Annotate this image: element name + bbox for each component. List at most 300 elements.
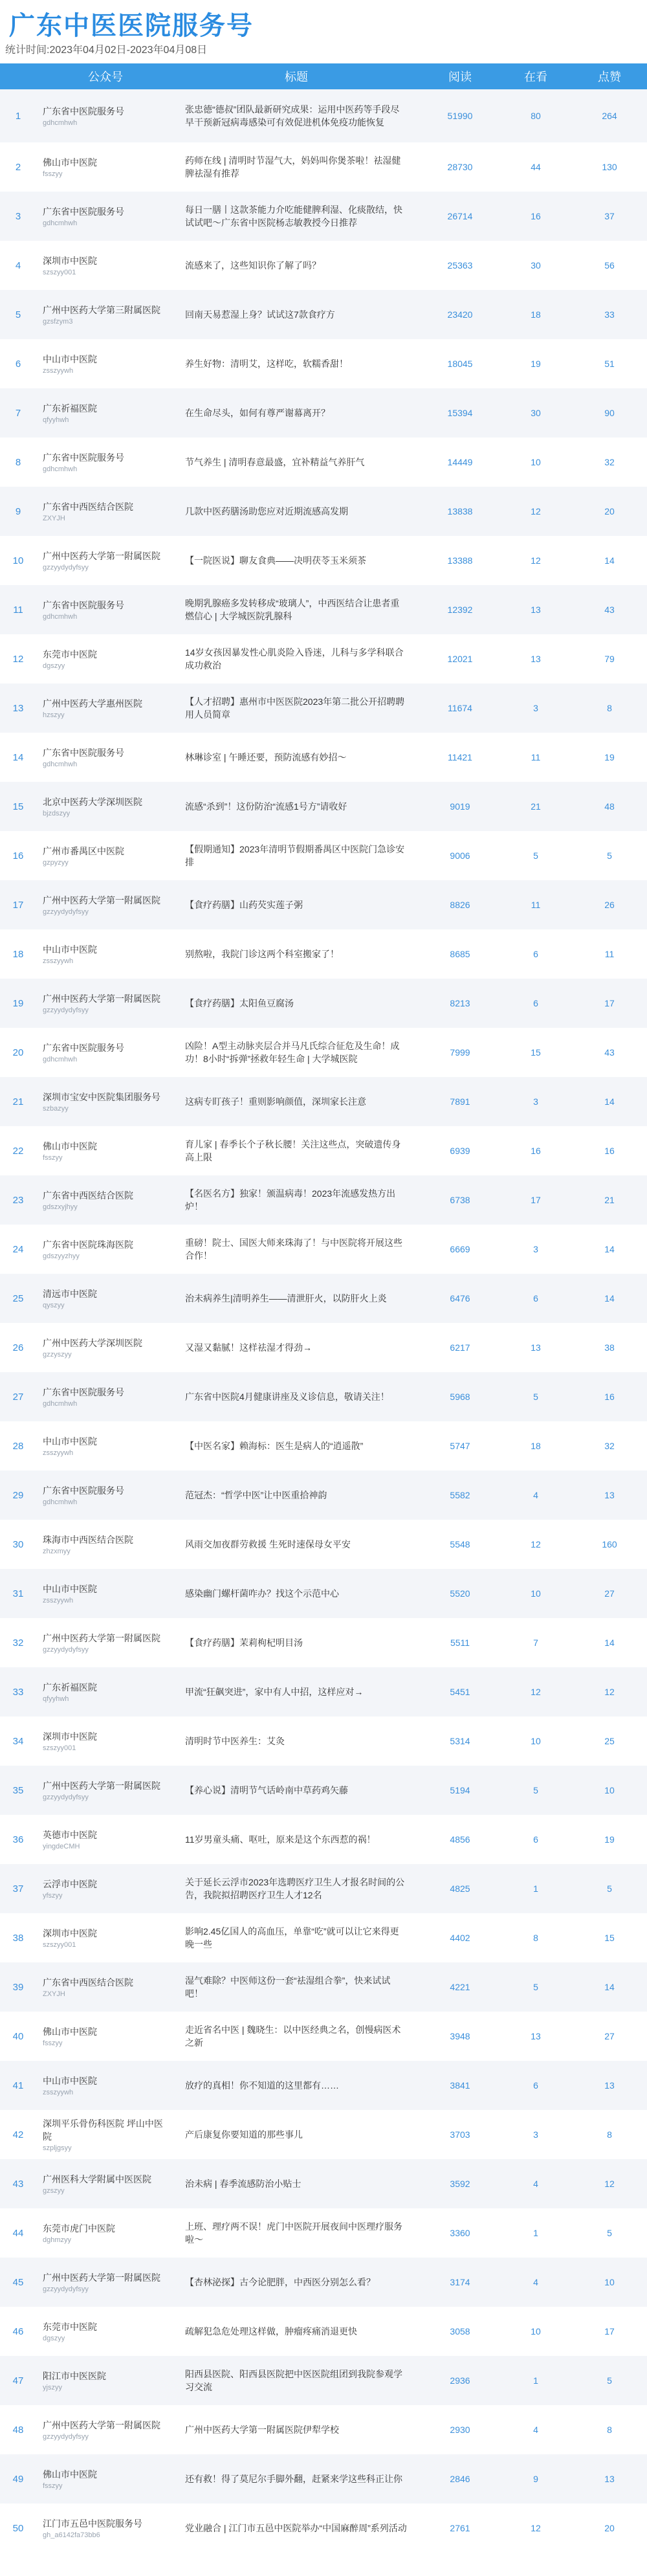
account-id: fsszyy: [43, 1154, 63, 1162]
rank-number: 7: [15, 407, 21, 419]
table-row: [0, 782, 647, 831]
like-count: 27: [604, 2031, 615, 2041]
read-count: 3360: [450, 2228, 470, 2238]
account-name[interactable]: 阳江市中医医院: [43, 2371, 106, 2381]
account-name[interactable]: 广东省中医院服务号: [43, 106, 124, 117]
rank-number: 36: [12, 1834, 24, 1845]
read-count: 11421: [448, 752, 472, 762]
account-name[interactable]: 广州中医药大学第三附属医院: [43, 305, 160, 315]
account-name[interactable]: 广东省中医院服务号: [43, 452, 124, 463]
look-count: 6: [533, 949, 538, 959]
account-name[interactable]: 广州医科大学附属中医医院: [43, 2174, 151, 2184]
account-name[interactable]: 深圳市宝安中医院集团服务号: [43, 1092, 160, 1102]
article-title[interactable]: 在生命尽头，如何有尊严谢幕离开？: [185, 408, 330, 418]
account-name[interactable]: 广州市番禺区中医院: [43, 846, 124, 856]
read-count: 11674: [448, 703, 472, 713]
report-header: [0, 0, 647, 63]
account-cell: [36, 1569, 172, 1618]
account-name[interactable]: 广州中医药大学第一附属医院: [43, 551, 160, 561]
rank-number: 34: [12, 1735, 24, 1747]
account-cell: [36, 1028, 172, 1077]
look-count: 5: [533, 1785, 538, 1795]
account-name[interactable]: 中山市中医院: [43, 1584, 97, 1594]
read-count: 6669: [450, 1244, 470, 1254]
article-title[interactable]: 又湿又黏腻！这样祛湿才得劲→: [185, 1342, 312, 1353]
account-name[interactable]: 云浮市中医院: [43, 1879, 97, 1889]
table-row: [0, 1126, 647, 1175]
rank-number: 27: [12, 1391, 24, 1403]
read-count: 4856: [450, 1834, 470, 1845]
look-count: 17: [531, 1195, 541, 1205]
look-count: 11: [531, 752, 541, 762]
article-title[interactable]: 晚期乳腺癌多发转移成“玻璃人”，中西医结合让患者重燃信心 | 大学城医院乳腺科: [185, 598, 400, 621]
account-name[interactable]: 北京中医药大学深圳医院: [43, 797, 142, 807]
account-name[interactable]: 江门市五邑中医院服务号: [43, 2518, 142, 2529]
like-count: 13: [604, 2474, 615, 2484]
account-id: gzzyydydyfsyy: [43, 1793, 89, 1801]
account-id: dgszyy: [43, 662, 65, 670]
table-row: [0, 1864, 647, 1913]
look-count: 18: [531, 309, 541, 320]
read-count: 5747: [450, 1441, 470, 1451]
account-cell: [36, 241, 172, 290]
account-name[interactable]: 广东省中西医结合医院: [43, 1977, 133, 1988]
like-count: 79: [604, 654, 615, 664]
account-name[interactable]: 广州中医药大学第一附属医院: [43, 2420, 160, 2430]
rank-number: 17: [12, 899, 24, 911]
account-cell: [36, 2159, 172, 2208]
article-title[interactable]: 【一院医说】聊友食典——决明茯苓玉米须茶: [185, 555, 366, 566]
like-count: 5: [607, 1883, 612, 1894]
read-count: 23420: [447, 309, 473, 320]
look-count: 9: [533, 2474, 538, 2484]
rank-number: 42: [12, 2129, 24, 2140]
article-title[interactable]: 节气养生 | 清明春意最盛，宜补精益气养肝气: [185, 457, 365, 467]
table-row: [0, 979, 647, 1028]
account-id: yfszyy: [43, 1892, 63, 1900]
like-count: 130: [602, 162, 617, 172]
account-id: zsszyywh: [43, 957, 74, 965]
table-row: [0, 192, 647, 241]
account-name[interactable]: 广东省中医院服务号: [43, 1043, 124, 1053]
read-count: 9006: [450, 850, 470, 861]
account-name[interactable]: 中山市中医院: [43, 354, 97, 364]
account-name[interactable]: 广州中医药大学第一附属医院: [43, 1633, 160, 1643]
account-cell: [36, 2012, 172, 2061]
look-count: 13: [531, 654, 541, 664]
read-count: 4221: [450, 1982, 470, 1992]
account-name[interactable]: 佛山市中医院: [43, 2026, 97, 2037]
read-count: 3174: [450, 2277, 470, 2287]
read-count: 5511: [450, 1638, 470, 1648]
account-name[interactable]: 广州中医药大学第一附属医院: [43, 1781, 160, 1791]
account-name[interactable]: 广州中医药大学第一附属医院: [43, 994, 160, 1004]
account-name[interactable]: 东莞市中医院: [43, 2322, 97, 2332]
account-id: dgszyy: [43, 2335, 65, 2342]
read-count: 25363: [447, 260, 473, 271]
rank-number: 16: [12, 850, 24, 861]
table-row: [0, 2012, 647, 2061]
rank-number: 35: [12, 1784, 24, 1796]
article-title[interactable]: 养生好物：清明艾，这样吃，软糯香甜！: [185, 359, 348, 369]
account-name[interactable]: 广东省中医院服务号: [43, 600, 124, 610]
look-count: 16: [531, 211, 541, 221]
like-count: 15: [604, 1933, 615, 1943]
account-id: qfyyhwh: [43, 416, 69, 424]
rank-number: 37: [12, 1883, 24, 1894]
account-name[interactable]: 广东省中西医结合医院: [43, 1190, 133, 1201]
account-cell: [36, 438, 172, 487]
account-id: zsszyywh: [43, 2089, 74, 2096]
article-title[interactable]: 这病专盯孩子！重则影响颜值，深圳家长注意: [185, 1096, 366, 1107]
account-name[interactable]: 中山市中医院: [43, 2076, 97, 2086]
rank-number: 39: [12, 1981, 24, 1993]
rank-number: 49: [12, 2473, 24, 2485]
account-id: qfyyhwh: [43, 1695, 69, 1703]
article-title[interactable]: 放疗的真相！你不知道的这里都有……: [185, 2080, 339, 2091]
article-title[interactable]: 治未病养生|清明养生——清泄肝火，以防肝火上炎: [185, 1293, 387, 1304]
account-name[interactable]: 广州中医药大学第一附属医院: [43, 2272, 160, 2283]
table-row: [0, 2258, 647, 2307]
account-id: szszyy001: [43, 1941, 76, 1949]
read-count: 8685: [450, 949, 470, 959]
look-count: 1: [533, 1883, 538, 1894]
account-name[interactable]: 英德市中医院: [43, 1830, 97, 1840]
article-title[interactable]: 【食疗药膳】茉莉枸杞明目汤: [185, 1638, 303, 1648]
account-id: zhzxmyy: [43, 1548, 71, 1555]
article-title[interactable]: 甲流“狂飙突进”，家中有人中招，这样应对→: [185, 1687, 364, 1697]
account-name[interactable]: 广东祈福医院: [43, 1682, 97, 1693]
account-cell: [36, 2307, 172, 2356]
account-name[interactable]: 深圳市中医院: [43, 256, 97, 266]
account-id: fsszyy: [43, 2039, 63, 2047]
article-title[interactable]: 湿气难除？中医师这份一套“祛湿组合拳”，快来试试吧！: [185, 1975, 391, 1999]
like-count: 160: [602, 1539, 617, 1549]
look-count: 12: [531, 506, 541, 516]
read-count: 2936: [450, 2375, 470, 2386]
account-id: yingdeCMH: [43, 1843, 80, 1850]
article-title[interactable]: 治未病 | 春季流感防治小贴士: [185, 2179, 302, 2189]
stat-period: 统计时间:2023年04月02日-2023年04月08日: [5, 45, 208, 56]
table-row: [0, 536, 647, 585]
account-name[interactable]: 深圳市中医院: [43, 1731, 97, 1742]
like-count: 14: [604, 1638, 615, 1648]
like-count: 20: [604, 2523, 615, 2533]
table-row: [0, 388, 647, 438]
read-count: 3592: [450, 2179, 470, 2189]
article-title[interactable]: 几款中医药膳汤助您应对近期流感高发期: [185, 506, 348, 516]
article-title[interactable]: 别熬啦，我院门诊这两个科室搬家了！: [185, 949, 339, 959]
read-count: 7891: [450, 1096, 470, 1107]
account-name[interactable]: 广东省中医院服务号: [43, 748, 124, 758]
article-title[interactable]: 还有救！得了莫尼尔手脚外翻，赶紧来学这些科正让你: [185, 2474, 402, 2484]
account-name[interactable]: 广东省中医院服务号: [43, 1387, 124, 1397]
article-title[interactable]: 【食疗药膳】山药芡实莲子粥: [185, 900, 303, 910]
article-title[interactable]: 广州中医药大学第一附属医院伊犁学校: [185, 2425, 339, 2435]
account-cell: [36, 683, 172, 733]
account-id: hzszyy: [43, 711, 65, 719]
read-count: 2846: [450, 2474, 470, 2484]
account-id: gzzyydydyfsyy: [43, 908, 89, 916]
look-count: 10: [531, 1736, 541, 1746]
like-count: 17: [604, 2326, 615, 2337]
account-id: gdhcmhwh: [43, 119, 78, 127]
like-count: 10: [604, 1785, 615, 1795]
account-cell: [36, 880, 172, 929]
account-id: zsszyywh: [43, 1449, 74, 1457]
table-row: [0, 290, 647, 339]
like-count: 264: [602, 111, 617, 121]
account-name[interactable]: 东莞市虎门中医院: [43, 2223, 115, 2234]
account-name[interactable]: 广东省中医院服务号: [43, 206, 124, 217]
like-count: 14: [604, 1293, 615, 1304]
table-row: [0, 1520, 647, 1569]
article-title[interactable]: 凶险！A型主动脉夹层合并马凡氏综合征危及生命！成功！8小时“拆弹”拯救年轻生命 | 大学城医院: [185, 1041, 400, 1064]
article-title[interactable]: 流感来了，这些知识你了解了吗？: [185, 260, 321, 271]
account-id: gzzyydydyfsyy: [43, 564, 89, 572]
account-name[interactable]: 广州中医药大学惠州医院: [43, 698, 142, 709]
article-title[interactable]: 【食疗药膳】太阳鱼豆腐汤: [185, 998, 294, 1008]
article-title[interactable]: 张忠德“德叔”团队最新研究成果：运用中医药等手段尽早干预新冠病毒感染可有效促进机体免疫功能恢复: [185, 104, 400, 128]
table-row: [0, 1225, 647, 1274]
header-title: 标题: [285, 71, 308, 83]
account-id: gdhcmhwh: [43, 219, 78, 227]
article-title[interactable]: 【中医名家】赖海标：医生是病人的“逍遥散”: [185, 1441, 364, 1451]
rank-number: 24: [12, 1243, 24, 1255]
account-cell: [36, 831, 172, 880]
account-id: gzzyszyy: [43, 1351, 72, 1359]
look-count: 13: [531, 2031, 541, 2041]
account-name[interactable]: 东莞市中医院: [43, 649, 97, 660]
article-title[interactable]: 感染幽门螺杆菌咋办？找这个示范中心: [185, 1588, 339, 1599]
account-name[interactable]: 深圳市中医院: [43, 1928, 97, 1938]
table-row: [0, 487, 647, 536]
article-title[interactable]: 【假期通知】2023年清明节假期番禺区中医院门急诊安排: [185, 844, 405, 867]
table-row: [0, 1766, 647, 1815]
article-title[interactable]: 产后康复你要知道的那些事儿: [185, 2129, 303, 2140]
look-count: 12: [531, 555, 541, 566]
account-name[interactable]: 佛山市中医院: [43, 157, 97, 168]
rank-number: 11: [13, 604, 23, 616]
account-cell: [36, 733, 172, 782]
look-count: 4: [533, 2277, 538, 2287]
rank-number: 40: [12, 2030, 24, 2042]
table-row: [0, 1323, 647, 1372]
rank-number: 18: [12, 948, 24, 960]
like-count: 43: [604, 1047, 615, 1058]
article-title[interactable]: 【养心说】清明节气话岭南中草药鸡矢藤: [185, 1785, 348, 1795]
article-title[interactable]: 11岁男童头痛、呕吐，原来是这个东西惹的祸！: [185, 1834, 376, 1845]
account-name[interactable]: 中山市中医院: [43, 1436, 97, 1447]
account-cell: [36, 487, 172, 536]
header-read: 阅读: [448, 71, 472, 83]
article-title[interactable]: 走近省名中医 | 魏晓生：以中医经典之名，创慢病医术之新: [185, 2025, 401, 2048]
look-count: 5: [533, 1982, 538, 1992]
account-cell: [36, 1716, 172, 1766]
look-count: 1: [533, 2228, 538, 2238]
article-title[interactable]: 回南天易惹湿上身？试试这7款食疗方: [185, 309, 335, 320]
table-row: [0, 634, 647, 683]
read-count: 26714: [447, 211, 473, 221]
article-title[interactable]: 流感“杀到”！这份防治“流感1号方”请收好: [185, 801, 347, 812]
account-id: yjszyy: [43, 2384, 62, 2392]
table-row: [0, 1372, 647, 1421]
article-title[interactable]: 阳西县医院、阳西县医院把中医医院组团到我院参观学习交流: [185, 2369, 402, 2392]
table-row: [0, 241, 647, 290]
look-count: 30: [531, 260, 541, 271]
read-count: 3058: [450, 2326, 470, 2337]
look-count: 5: [533, 1392, 538, 1402]
account-id: szszyy001: [43, 269, 76, 276]
rank-number: 38: [12, 1932, 24, 1944]
read-count: 6217: [450, 1342, 470, 1353]
header-rank: [0, 63, 36, 89]
article-title[interactable]: 林琳诊室 | 午睡还要，预防流感有妙招～: [185, 752, 347, 762]
article-title[interactable]: 清明时节中医养生：艾灸: [185, 1736, 285, 1746]
table-row: [0, 1077, 647, 1126]
like-count: 17: [604, 998, 615, 1008]
rank-number: 48: [12, 2424, 24, 2436]
like-count: 5: [607, 2375, 612, 2386]
account-cell: [36, 585, 172, 634]
like-count: 10: [604, 2277, 615, 2287]
article-title[interactable]: 每日一膳丨这款茶能力介吃能健脾利湿、化痰散结，快试试吧～广东省中医院杨志敏教授今日推荐: [185, 205, 402, 228]
rank-number: 50: [12, 2522, 24, 2534]
table-row: [0, 1569, 647, 1618]
article-title[interactable]: 范冠杰：“哲学中医”让中医重拾神韵: [185, 1490, 327, 1500]
like-count: 20: [604, 506, 615, 516]
rank-number: 44: [12, 2227, 24, 2239]
article-title[interactable]: 药师在线 | 清明时节湿气大，妈妈叫你煲茶啦！祛湿健脾祛湿有推荐: [185, 155, 401, 179]
account-id: gzpyzyy: [43, 859, 69, 867]
read-count: 15394: [447, 408, 473, 418]
account-cell: [36, 142, 172, 192]
look-count: 3: [533, 1096, 538, 1107]
account-id: gdhcmhwh: [43, 1400, 78, 1408]
read-count: 4825: [450, 1883, 470, 1894]
look-count: 11: [531, 900, 541, 910]
look-count: 8: [533, 1933, 538, 1943]
account-id: bjzdszyy: [43, 810, 71, 817]
rank-number: 21: [12, 1096, 24, 1107]
account-cell: [36, 1962, 172, 2012]
account-name[interactable]: 珠海市中西医结合医院: [43, 1535, 133, 1545]
rank-number: 19: [12, 997, 24, 1009]
account-name[interactable]: 佛山市中医院: [43, 2469, 97, 2480]
rank-number: 4: [15, 260, 21, 271]
account-cell: [36, 2258, 172, 2307]
like-count: 16: [604, 1392, 615, 1402]
like-count: 48: [604, 801, 615, 812]
look-count: 18: [531, 1441, 541, 1451]
article-title[interactable]: 育儿家 | 春季长个子秋长腰！关注这些点，突破遗传身高上限: [185, 1139, 401, 1162]
table-row: [0, 2405, 647, 2454]
article-title[interactable]: 广东省中医院4月健康讲座及义诊信息，敬请关注！: [185, 1392, 389, 1402]
read-count: 5582: [450, 1490, 470, 1500]
account-cell: [36, 1274, 172, 1323]
account-cell: [36, 1077, 172, 1126]
account-id: gzzyydydyfsyy: [43, 2285, 89, 2293]
article-title[interactable]: 【杏林泌探】古今论肥胖，中西医分别怎么看？: [185, 2277, 375, 2287]
account-name[interactable]: 佛山市中医院: [43, 1141, 97, 1151]
article-title[interactable]: 影响2.45亿国人的高血压，单靠“吃”就可以让它来得更晚一些: [185, 1926, 399, 1949]
read-count: 5451: [450, 1687, 470, 1697]
article-title[interactable]: 上班、理疗两不误！虎门中医院开展夜间中医理疗服务啦～: [185, 2221, 402, 2245]
like-count: 51: [604, 359, 615, 369]
article-title[interactable]: 关于延长云浮市2023年选聘医疗卫生人才报名时间的公告，我院拟招聘医疗卫生人才12名: [185, 1877, 405, 1900]
like-count: 37: [604, 211, 615, 221]
table-row: [0, 2061, 647, 2110]
article-title[interactable]: 疏解犯急危处理这样做，肿瘤疼痛消退更快: [185, 2326, 357, 2337]
look-count: 1: [533, 2375, 538, 2386]
table-row: [0, 2307, 647, 2356]
account-cell: [36, 1175, 172, 1225]
look-count: 5: [533, 850, 538, 861]
table-row: [0, 1815, 647, 1864]
account-name[interactable]: 深圳平乐骨伤科医院 坪山中医院: [43, 2118, 163, 2142]
like-count: 38: [604, 1342, 615, 1353]
account-id: gdhcmhwh: [43, 613, 78, 621]
article-title[interactable]: 党业融合 | 江门市五邑中医院举办“中国麻醉周”系列活动: [185, 2523, 407, 2533]
account-id: fsszyy: [43, 2482, 63, 2490]
account-id: gzzyydydyfsyy: [43, 1646, 89, 1654]
ranking-table: [0, 63, 647, 2553]
article-title[interactable]: 【名医名方】独家！颁温病毒！2023年流感发热方出炉！: [185, 1188, 396, 1212]
account-id: gzzyydydyfsyy: [43, 2433, 89, 2441]
read-count: 2761: [450, 2523, 470, 2533]
header-account: 公众号: [88, 71, 123, 83]
look-count: 21: [531, 801, 541, 812]
rank-number: 9: [15, 505, 21, 517]
table-row: [0, 89, 647, 142]
account-name[interactable]: 清远市中医院: [43, 1289, 97, 1299]
rank-number: 10: [12, 555, 24, 566]
account-cell: [36, 979, 172, 1028]
account-name[interactable]: 广州中医药大学第一附属医院: [43, 895, 160, 905]
account-cell: [36, 1372, 172, 1421]
table-row: [0, 2110, 647, 2159]
article-title[interactable]: 重磅！院士、国医大师来珠海了！与中医院将开展这些合作！: [185, 1238, 402, 1261]
account-name[interactable]: 广东省中医院服务号: [43, 1485, 124, 1496]
read-count: 8826: [450, 900, 470, 910]
table-row: [0, 438, 647, 487]
account-name[interactable]: 广东祈福医院: [43, 403, 97, 414]
rank-number: 45: [12, 2276, 24, 2288]
account-name[interactable]: 广东省中医院珠海医院: [43, 1239, 133, 1250]
account-id: gdhcmhwh: [43, 1498, 78, 1506]
account-name[interactable]: 中山市中医院: [43, 944, 97, 955]
table-row: [0, 831, 647, 880]
look-count: 19: [531, 359, 541, 369]
like-count: 25: [604, 1736, 615, 1746]
account-name[interactable]: 广州中医药大学深圳医院: [43, 1338, 142, 1348]
table-row: [0, 1962, 647, 2012]
read-count: 28730: [447, 162, 473, 172]
table-row: [0, 1471, 647, 1520]
article-title[interactable]: 【人才招聘】惠州市中医医院2023年第二批公开招聘聘用人员简章: [185, 696, 405, 720]
account-id: zsszyywh: [43, 1597, 74, 1604]
article-title[interactable]: 风雨交加夜群劳救援 生死时速保母女平安: [185, 1539, 351, 1549]
table-header-row: [0, 63, 647, 89]
like-count: 19: [604, 1834, 615, 1845]
read-count: 13388: [447, 555, 473, 566]
account-cell: [36, 2504, 172, 2553]
account-cell: [36, 2356, 172, 2405]
look-count: 3: [533, 703, 538, 713]
article-title[interactable]: 14岁女孩因暴发性心肌炎险入昏迷，儿科与多学科联合成功救治: [185, 647, 404, 671]
look-count: 10: [531, 2326, 541, 2337]
account-name[interactable]: 广东省中西医结合医院: [43, 502, 133, 512]
